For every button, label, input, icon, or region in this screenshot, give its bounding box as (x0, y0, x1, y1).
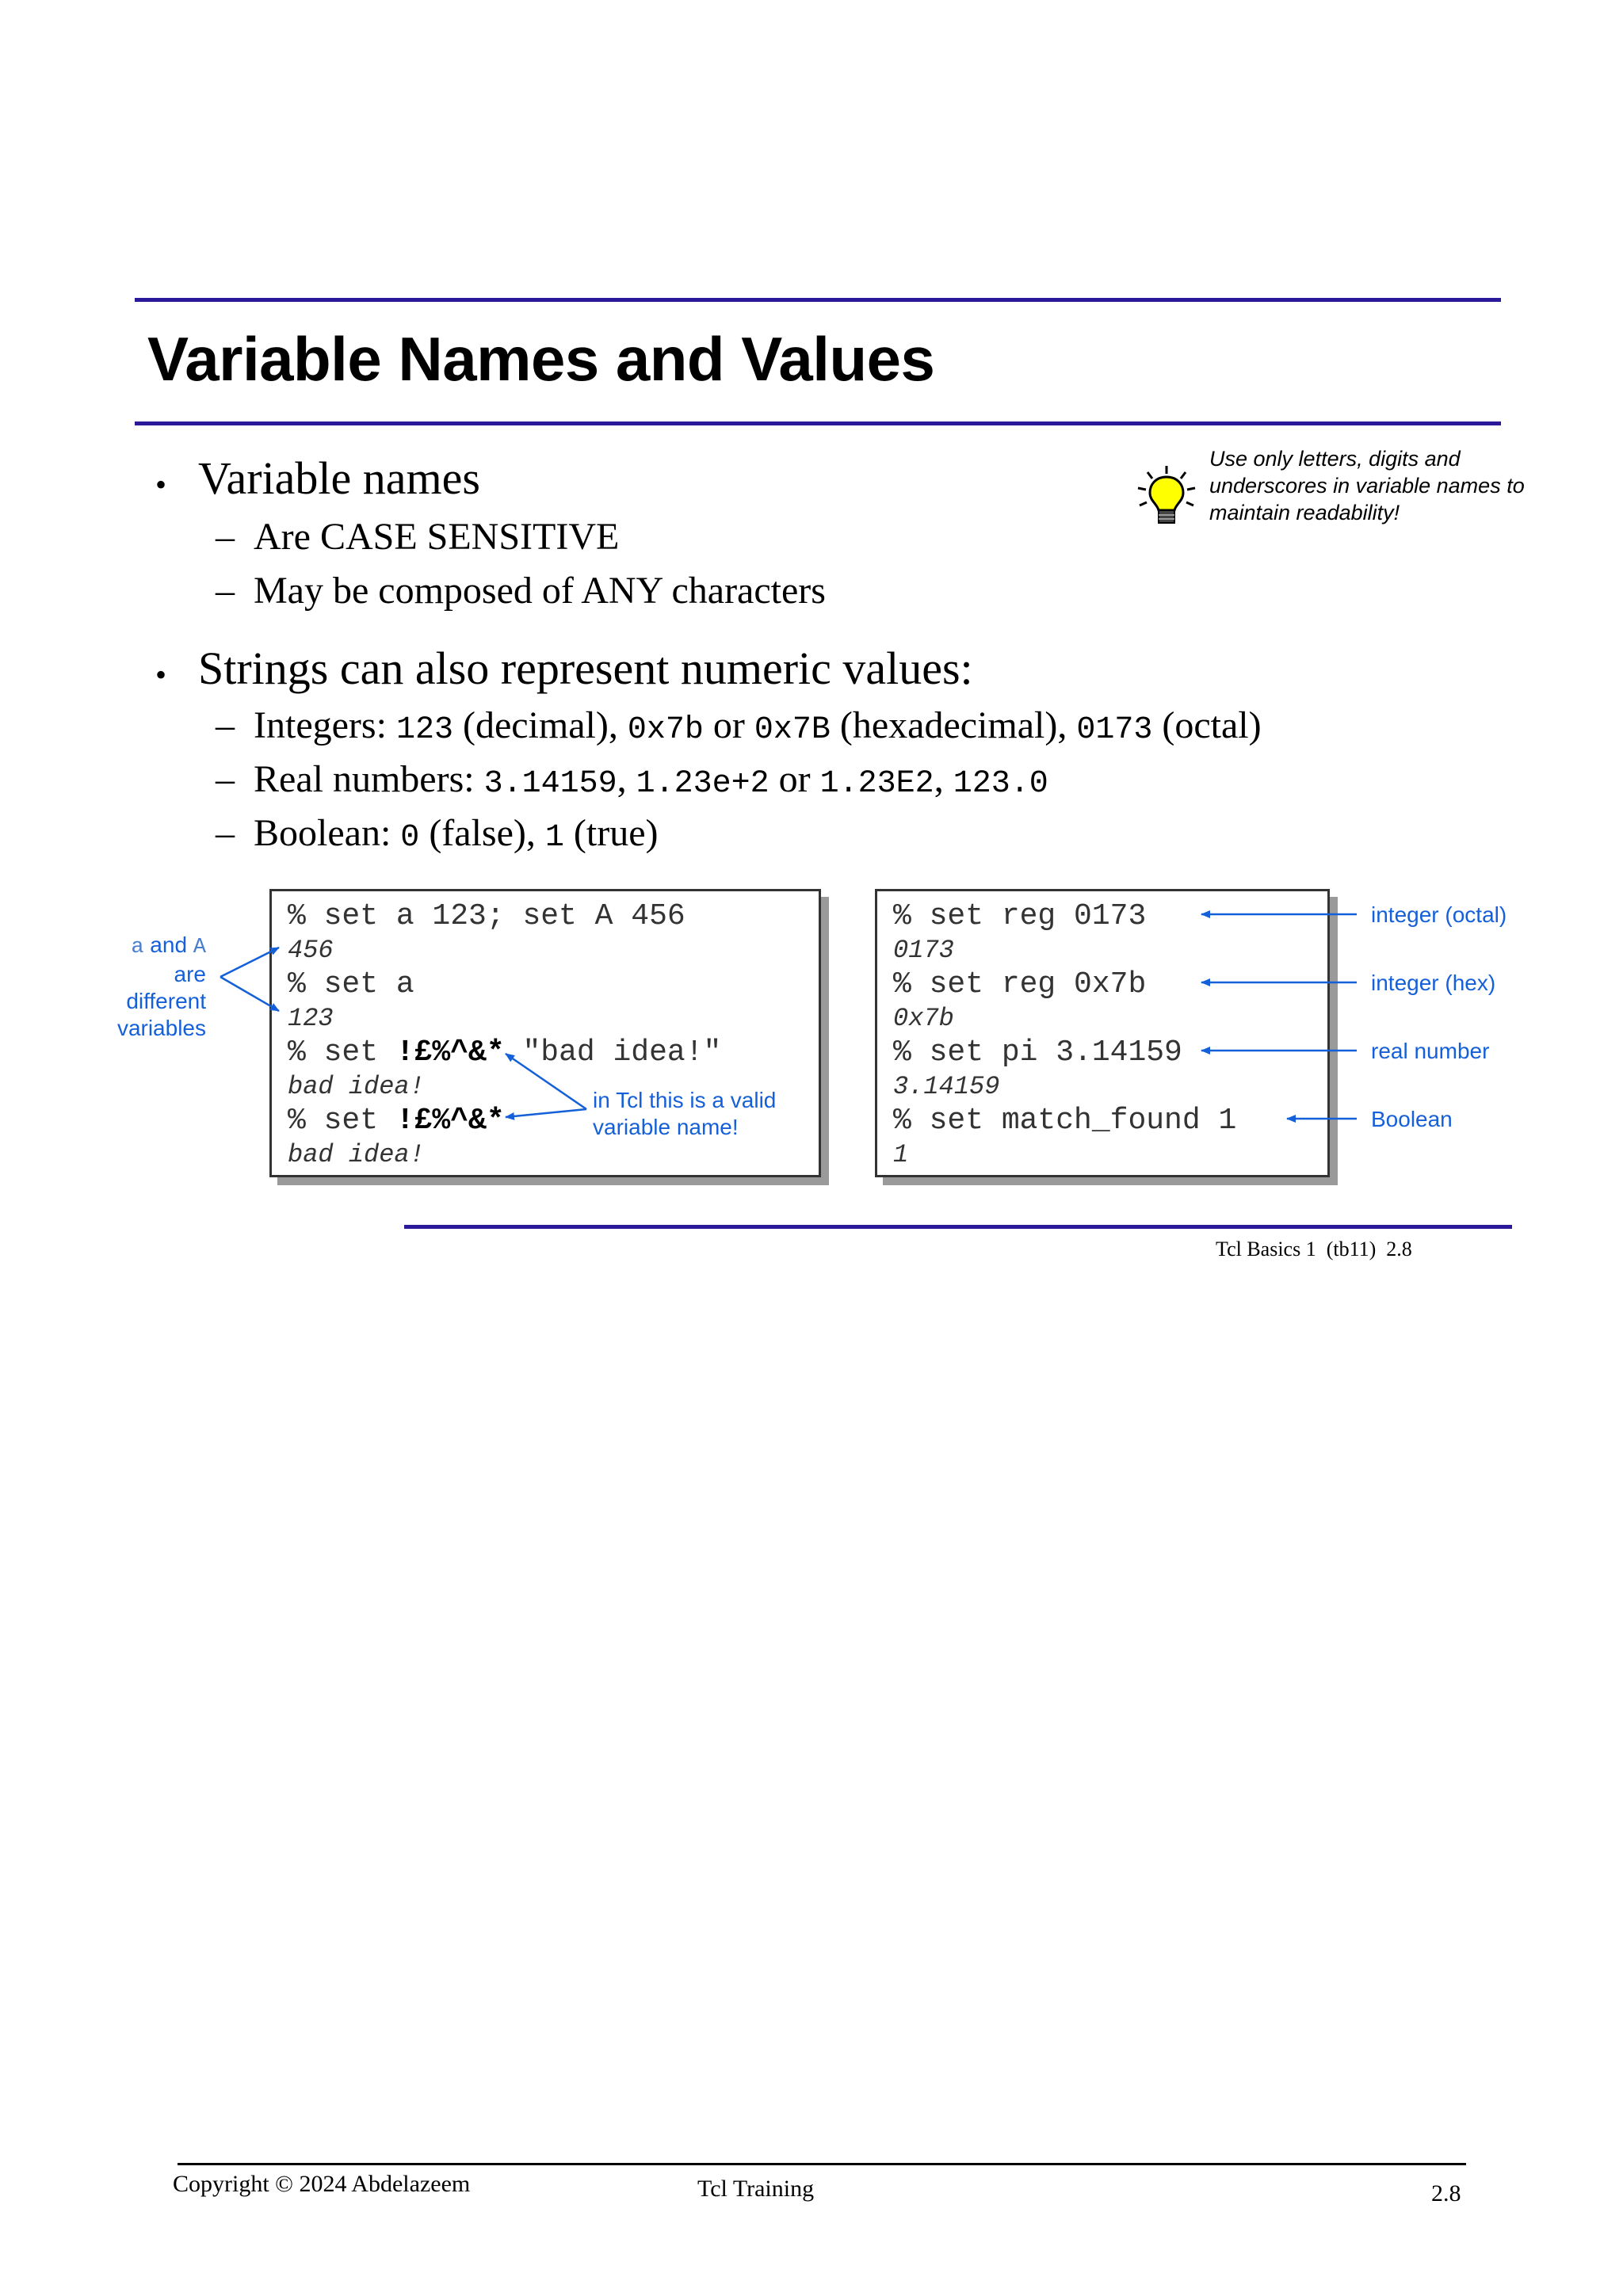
text: or (769, 758, 820, 800)
text: Boolean: (254, 812, 401, 854)
tip-note: Use only letters, digits and underscores in variable names to maintain readability! (1209, 447, 1525, 524)
bullet-dot: • (155, 467, 167, 502)
code-value: 0x7B (754, 712, 831, 748)
code-line: % set match_found 1 (893, 1104, 1237, 1138)
arrow-to-A (220, 948, 279, 977)
text: Real numbers: (254, 758, 484, 800)
var-A: A (193, 936, 206, 959)
code-prefix: % set (288, 1104, 396, 1138)
bullet-variable-names: Variable names (198, 452, 480, 504)
annotation-boolean: Boolean (1371, 1107, 1453, 1131)
code-output: 0x7b (893, 1004, 954, 1033)
text: or (703, 704, 754, 746)
code-output: bad idea! (288, 1072, 425, 1101)
text: , (934, 758, 953, 800)
code-line: % set a (288, 967, 414, 1001)
code-value: 123 (395, 712, 453, 748)
text: , (617, 758, 636, 800)
valid-name-note-line1: in Tcl this is a valid (593, 1088, 777, 1112)
code-line: % set reg 0x7b (893, 967, 1147, 1001)
text: (true) (563, 812, 659, 854)
footer-rule (178, 2163, 1466, 2165)
and-text: and (143, 933, 193, 957)
dash: – (216, 758, 254, 800)
arrow-to-bad-idea-2 (506, 1109, 586, 1117)
code-line: % set reg 0173 (893, 899, 1147, 933)
slide-bottom-rule (404, 1225, 1512, 1229)
code-bold-varname: !£%^&* (395, 1104, 505, 1138)
sub-text: Are CASE SENSITIVE (254, 516, 620, 558)
arrow-to-bad-idea-1 (506, 1054, 586, 1109)
code-value: 1.23E2 (819, 766, 934, 802)
code-value: 0173 (1076, 712, 1153, 748)
code-output: 3.14159 (893, 1072, 1000, 1101)
dash: – (216, 570, 254, 612)
case-note-line2: are (174, 962, 206, 986)
valid-name-note-line2: variable name! (593, 1115, 739, 1139)
text: Integers: (254, 704, 396, 746)
sub-text: May be composed of ANY characters (254, 570, 826, 612)
var-a: a (131, 936, 144, 959)
text: (false), (419, 812, 545, 854)
text: (decimal), (453, 704, 628, 746)
footer-copyright: Copyright © 2024 Abdelazeem (173, 2171, 471, 2197)
page-title: Variable Names and Values (147, 324, 935, 394)
bullet-dot: • (155, 657, 167, 692)
code-line: % set pi 3.14159 (893, 1035, 1182, 1070)
annotation-real-number: real number (1371, 1039, 1490, 1063)
footer-page-number: 2.8 (1431, 2180, 1461, 2206)
dash: – (216, 812, 254, 854)
slide-reference: Tcl Basics 1 (tb11) 2.8 (1216, 1238, 1412, 1261)
code-value: 123.0 (953, 766, 1048, 802)
annotation-integer-hex: integer (hex) (1371, 971, 1496, 995)
dash: – (216, 704, 254, 746)
bullet-strings-numeric: Strings can also represent numeric values: (198, 643, 973, 694)
code-line: % set a 123; set A 456 (288, 899, 685, 933)
code-bold-varname: !£%^&* (395, 1035, 505, 1070)
text: (octal) (1152, 704, 1262, 746)
text: (hexadecimal), (830, 704, 1077, 746)
case-note-line3: different (126, 989, 206, 1013)
code-output: 0173 (893, 936, 954, 965)
code-value: 0 (400, 820, 420, 856)
code-prefix: % set (288, 1035, 396, 1070)
code-output: 123 (288, 1004, 334, 1033)
code-value: 3.14159 (483, 766, 617, 802)
code-output: 456 (288, 936, 334, 965)
code-value: 0x7b (627, 712, 704, 748)
dash: – (216, 516, 254, 558)
code-suffix: "bad idea!" (504, 1035, 722, 1070)
code-output: bad idea! (288, 1140, 425, 1169)
arrow-to-a (220, 977, 279, 1011)
annotation-integer-octal: integer (octal) (1371, 902, 1507, 927)
case-note-line4: variables (116, 1016, 206, 1040)
code-value: 1 (544, 820, 564, 856)
footer-center: Tcl Training (697, 2176, 815, 2202)
code-output: 1 (893, 1140, 909, 1169)
code-value: 1.23e+2 (636, 766, 769, 802)
